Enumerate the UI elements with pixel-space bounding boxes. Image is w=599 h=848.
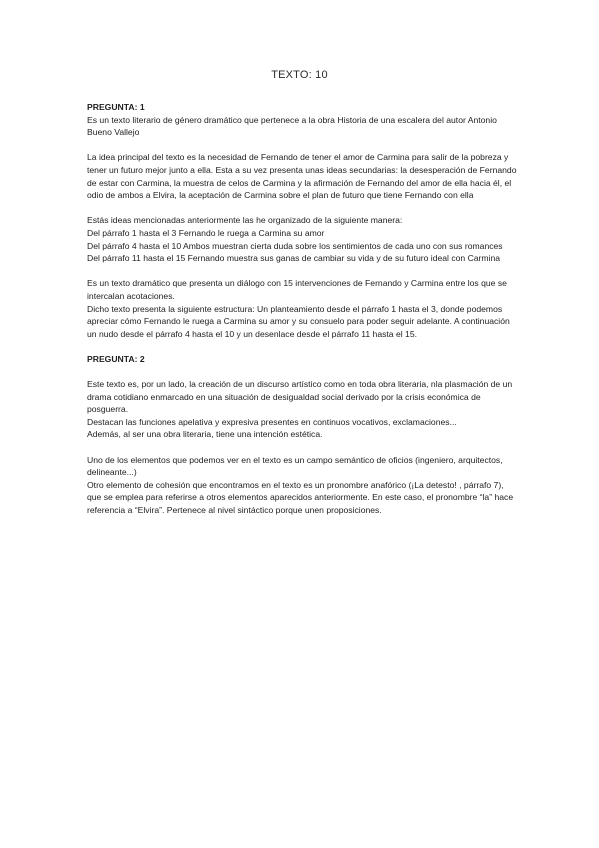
spacer [87, 265, 519, 278]
document-body [87, 101, 519, 517]
q1-main-idea-paragraph: La idea principal del texto es la necesidad de Fernando de tener el amor de Carmina para salir de la pobreza y tener un futuro mejor junto a ella. Esta a su vez presenta unas ideas secundarias: la desesperación de Fernando de estar con Carmina, la muestra de celos de Carmina y la afirmación de Fernando del amor de ella hacia él, el odio de ambos a Elvira, la aceptación de Carmina sobre el plan de futuro que tiene Fernando con ella [87, 152, 517, 201]
q2-paragraph-2: Destacan las funciones apelativa y expresiva presentes en continuos vocativos, exclamaciones... [87, 416, 457, 427]
q1-organization-intro: Estás ideas mencionadas anteriormente las he organizado de la siguiente manera: [87, 215, 403, 226]
spacer [87, 202, 519, 215]
spacer [87, 340, 519, 353]
q2-paragraph-3: Además, al ser una obra literaria, tiene una intención estética. [87, 429, 323, 440]
spacer [87, 139, 519, 152]
q1-structure-paragraph-1: Es un texto dramático que presenta un diálogo con 15 intervenciones de Fernando y Carmina entre los que se intercalan acotaciones. [87, 278, 507, 301]
q1-structure-paragraph-2: Dicho texto presenta la siguiente estructura: Un planteamiento desde el párrafo 1 hasta el 3, donde podemos apreciar cómo Fernando le ruega a Carmina su amor y su consuelo para poder seguir adelante. A continuación un nudo desde el párrafo 4 hasta el 10 y un desenlace desde el párrafo 11 hasta el 15. [87, 303, 510, 339]
spacer [87, 441, 519, 454]
question-2-heading: PREGUNTA: 2 [87, 353, 145, 364]
q2-paragraph-5: Otro elemento de cohesión que encontramos en el texto es un pronombre anafórico (¡La detesto! , párrafo 7), que se emplea para referirse a otros elementos aparecidos anteriormente. En este caso, el pronombre “la” hace referencia a “Elvira”. Pertenece al nivel sintáctico porque unen proposiciones. [87, 479, 514, 515]
document-title: TEXTO: 10 [271, 69, 328, 81]
q2-paragraph-4: Uno de los elementos que podemos ver en el texto es un campo semántico de oficios (ingeniero, arquitectos, delineante...) [87, 454, 503, 478]
q1-intro-paragraph: Es un texto literario de género dramático que pertenece a la obra Historia de una escalera del autor Antonio Bueno Vallejo [87, 114, 497, 138]
question-1-heading: PREGUNTA: 1 [87, 102, 145, 112]
q2-paragraph-1: Este texto es, por un lado, la creación de un discurso artístico como en toda obra literaria, nla plasmación de un drama cotidiano enmarcado en una situación de desigualdad social derivado por la crisis económica de posguerra. [87, 379, 513, 415]
q1-organization-line-1: Del párrafo 1 hasta el 3 Fernando le ruega a Carmina su amor [87, 227, 325, 238]
q1-organization-line-2: Del párrafo 4 hasta el 10 Ambos muestran cierta duda sobre los sentimientos de cada uno con sus romances [87, 240, 503, 251]
q1-organization-line-3: Del párrafo 11 hasta el 15 Fernando muestra sus ganas de cambiar su vida y de su futuro ideal con Carmina [87, 253, 501, 264]
spacer [87, 365, 519, 378]
